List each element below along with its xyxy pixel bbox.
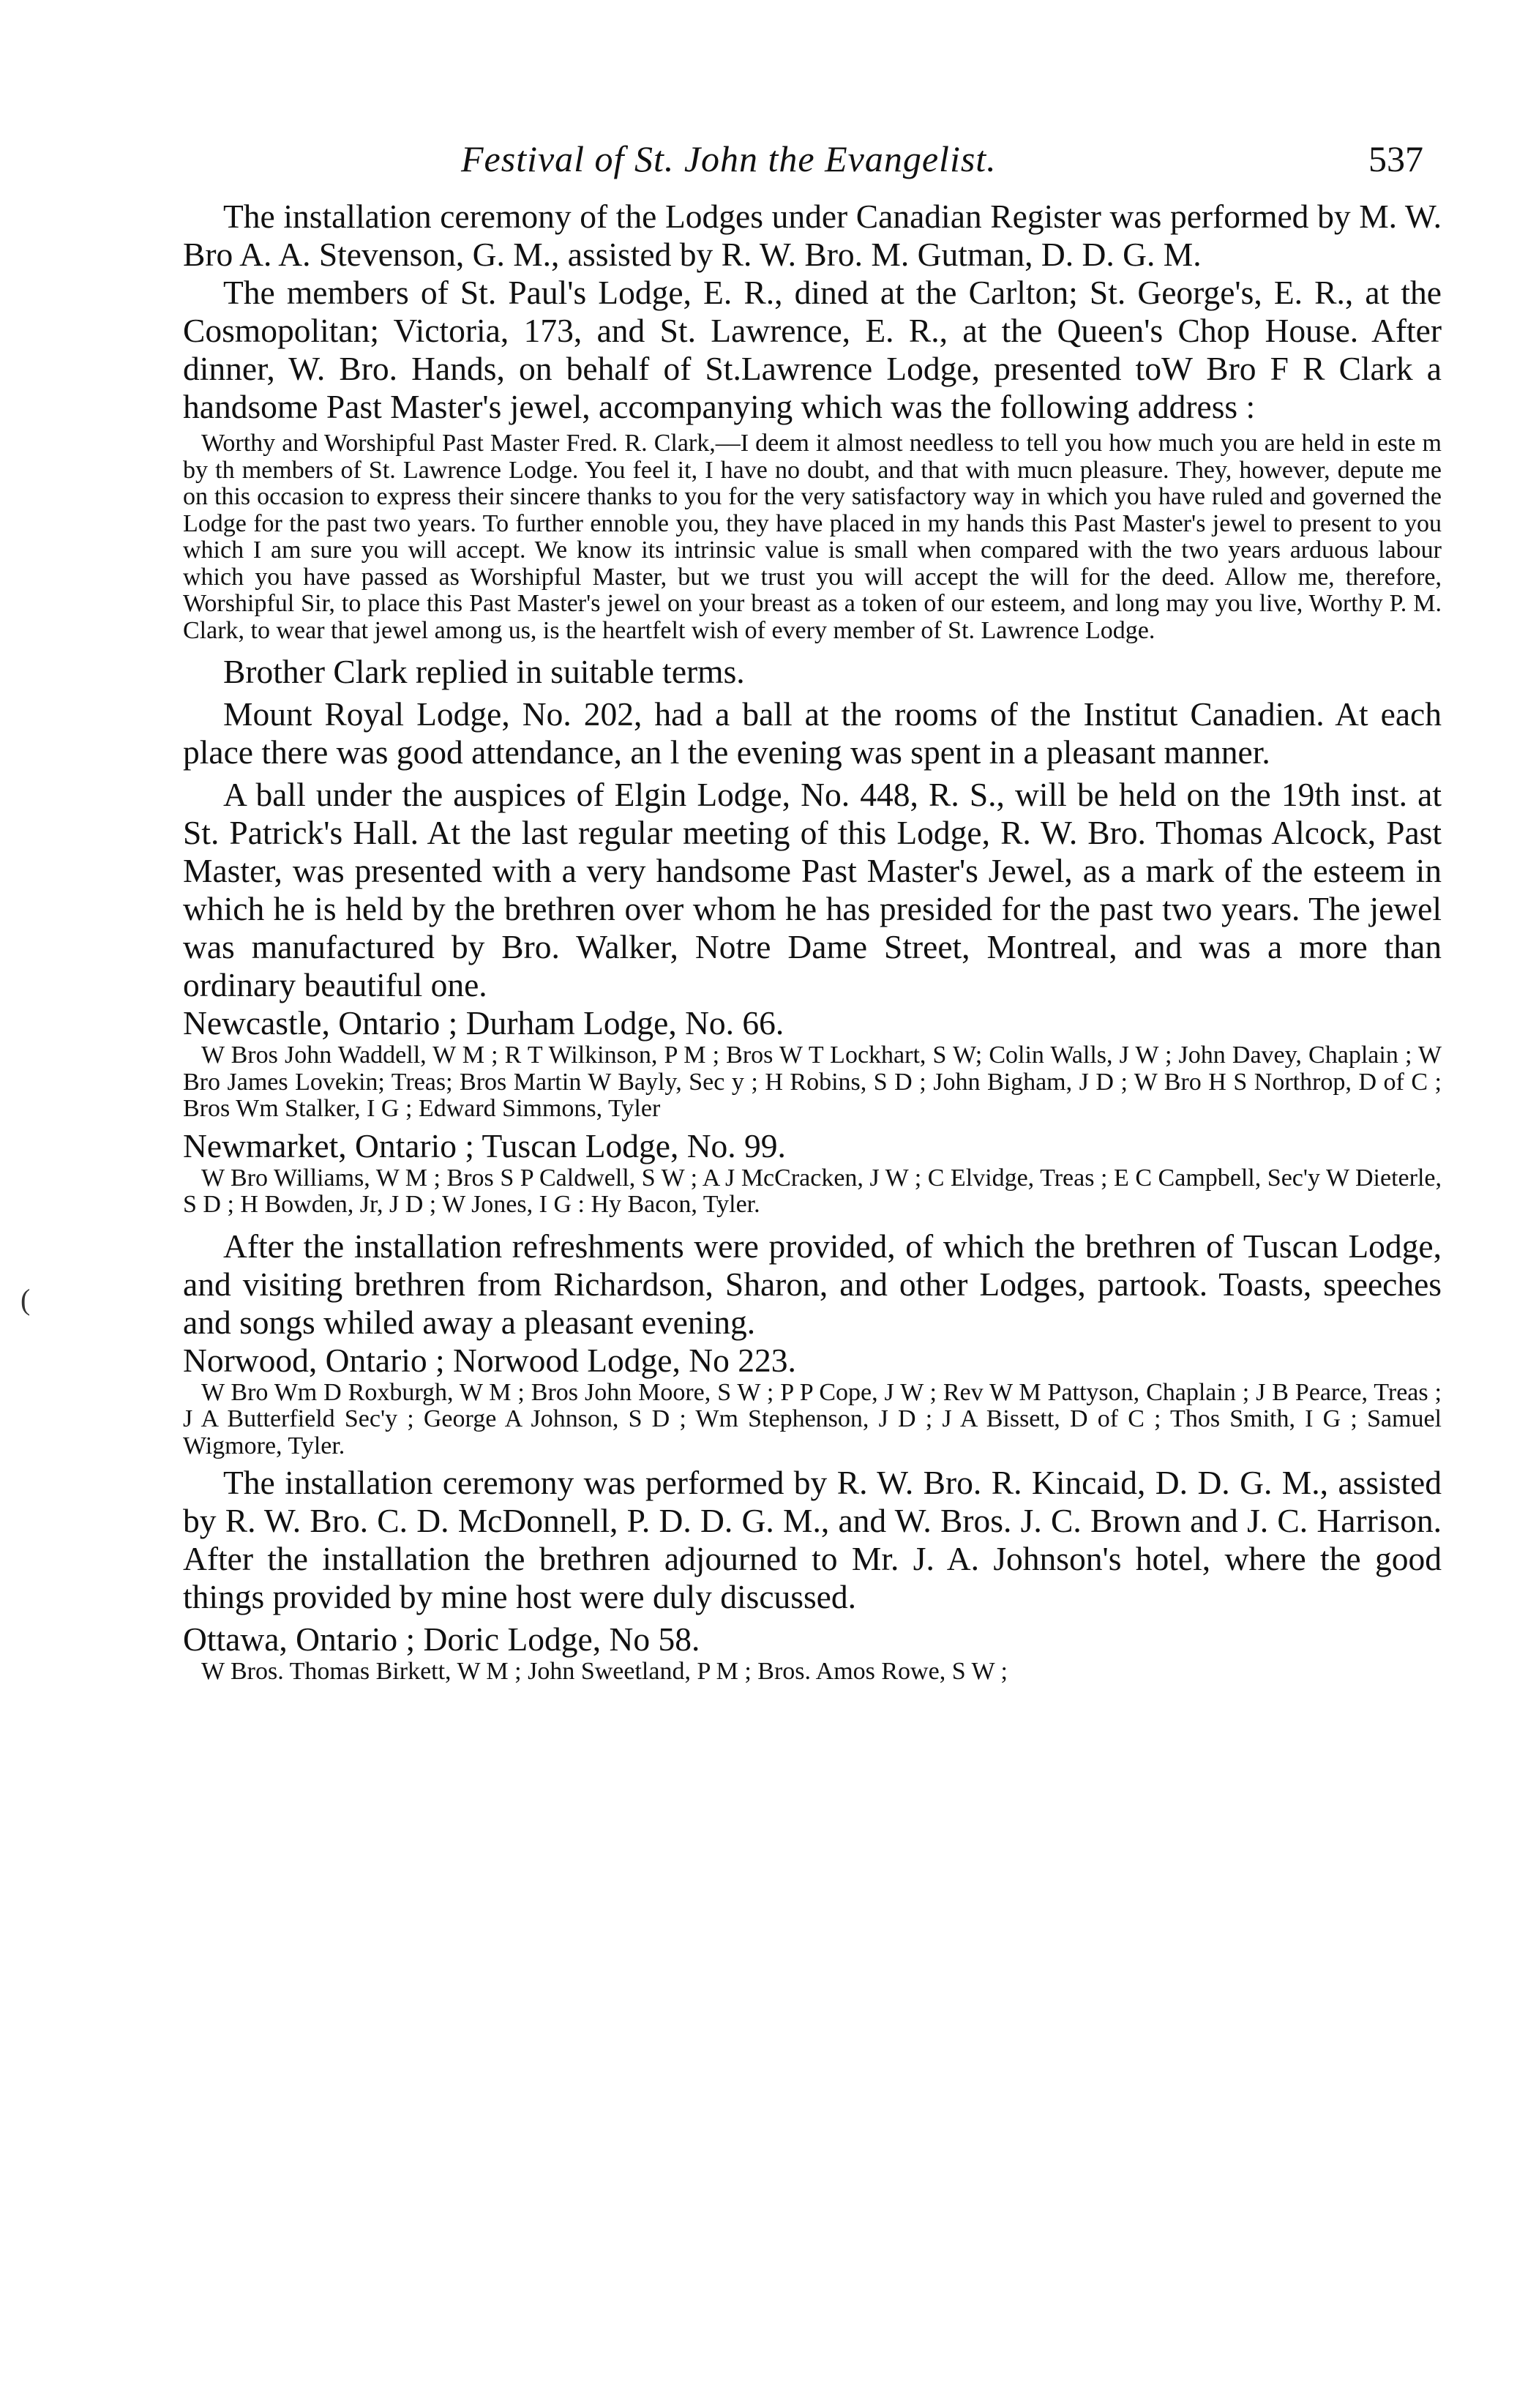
address-to-clark: Worthy and Worshipful Past Master Fred. R. Clark,—I deem it almost needless to tell you how much you are held in este m by th members of St. Lawrence Lodge. You feel it, I have no doubt, and that with mucn pleasure. They, however, depute me on this occasion to express their sincere thanks to you for the very satisfactory way in which you have ruled and governed the Lodge for the past two years. To further ennoble you, they have placed in my hands this Past Master's jewel to present to you which I am sure you will accept. We know its intrinsic value is small when compared with the two years arduous labour which you have passed as Worshipful Master, but we trust you will accept the will for the deed. Allow me, therefore, Worshipful Sir, to place this Past Master's jewel on your breast as a token of our esteem, and long may you live, Worthy P. M. Clark, to wear that jewel among us, is the heartfelt wish of every member of St. Lawrence Lodge.: [183, 430, 1442, 644]
paragraph-clark-reply: Brother Clark replied in suitable terms.: [223, 653, 745, 690]
paragraph-st-pauls-dinner: The members of St. Paul's Lodge, E. R., dined at the Carlton; St. George's, E. R., at the Cosmopolitan; Victoria, 173, and St. Lawrence, E. R., at the Queen's Chop House. After dinner, W. Bro. Hands, on behalf of St.Lawrence Lodge, presented toW Bro F R Clark a handsome Past Master's jewel, accompanying which was the following address :: [183, 274, 1442, 425]
heading-ottawa: Ottawa, Ontario ; Doric Lodge, No 58.: [183, 1620, 700, 1658]
heading-newcastle: Newcastle, Ontario ; Durham Lodge, No. 66.: [183, 1004, 784, 1042]
margin-mark: (: [20, 1283, 31, 1316]
paragraph-norwood-installation: The installation ceremony was performed by R. W. Bro. R. Kincaid, D. D. G. M., assisted by R. W. Bro. C. D. McDonnell, P. D. D. G. M., and W. Bros. J. C. Brown and J. C. Harrison. After the installation the brethren adjourned to Mr. J. A. Johnson's hotel, where the good things provided by mine host were duly discussed.: [183, 1464, 1442, 1615]
heading-newmarket: Newmarket, Ontario ; Tuscan Lodge, No. 99.: [183, 1126, 786, 1164]
paragraph-elgin-lodge: A ball under the auspices of Elgin Lodge, No. 448, R. S., will be held on the 19th inst. at St. Patrick's Hall. At the last regular meeting of this Lodge, R. W. Bro. Thomas Alcock, Past Master, was presented with a very handsome Past Master's Jewel, as a mark of the esteem in which he is held by the brethren over whom he has presided for the past two years. The jewel was manufactured by Bro. Walker, Notre Dame Street, Montreal, and was a more than ordinary beautiful one.: [183, 776, 1442, 1003]
officers-ottawa: W Bros. Thomas Birkett, W M ; John Sweetland, P M ; Bros. Amos Rowe, S W ;: [201, 1658, 1008, 1685]
heading-norwood: Norwood, Ontario ; Norwood Lodge, No 223.: [183, 1341, 796, 1379]
running-head: [183, 138, 1438, 189]
paragraph-installation-canadian: The installation ceremony of the Lodges under Canadian Register was performed by M. W. Bro A. A. Stevenson, G. M., assisted by R. W. Bro. M. Gutman, D. D. G. M.: [183, 198, 1442, 273]
officers-newmarket: W Bro Williams, W M ; Bros S P Caldwell, S W ; A J McCracken, J W ; C Elvidge, Treas ; E C Campbell, Sec'y W Dieterle, S D ; H Bowden, Jr, J D ; W Jones, I G : Hy Bacon, Tyler.: [183, 1164, 1442, 1218]
page-number: 537: [1368, 138, 1423, 179]
paragraph-mount-royal: Mount Royal Lodge, No. 202, had a ball at the rooms of the Institut Canadien. At each place there was good attendance, an l the evening was spent in a pleasant manner.: [183, 695, 1442, 771]
officers-norwood: W Bro Wm D Roxburgh, W M ; Bros John Moore, S W ; P P Cope, J W ; Rev W M Pattyson, Chaplain ; J B Pearce, Treas ; J A Butterfield Sec'y ; George A Johnson, S D ; Wm Stephenson, J D ; J A Bissett, D of C ; Thos Smith, I G ; Samuel Wigmore, Tyler.: [183, 1378, 1442, 1459]
article-body: [183, 198, 1442, 1686]
running-title: Festival of St. John the Evangelist.: [461, 138, 997, 179]
paragraph-tuscan-refreshments: After the installation refreshments were provided, of which the brethren of Tuscan Lodge, and visiting brethren from Richardson, Sharon, and other Lodges, partook. Toasts, speeches and songs whiled away a pleasant evening.: [183, 1227, 1442, 1341]
officers-newcastle: W Bros John Waddell, W M ; R T Wilkinson, P M ; Bros W T Lockhart, S W; Colin Walls, J W ; John Davey, Chaplain ; W Bro James Lovekin; Treas; Bros Martin W Bayly, Sec y ; H Robins, S D ; John Bigham, J D ; W Bro H S Northrop, D of C ; Bros Wm Stalker, I G ; Edward Simmons, Tyler: [183, 1042, 1442, 1122]
